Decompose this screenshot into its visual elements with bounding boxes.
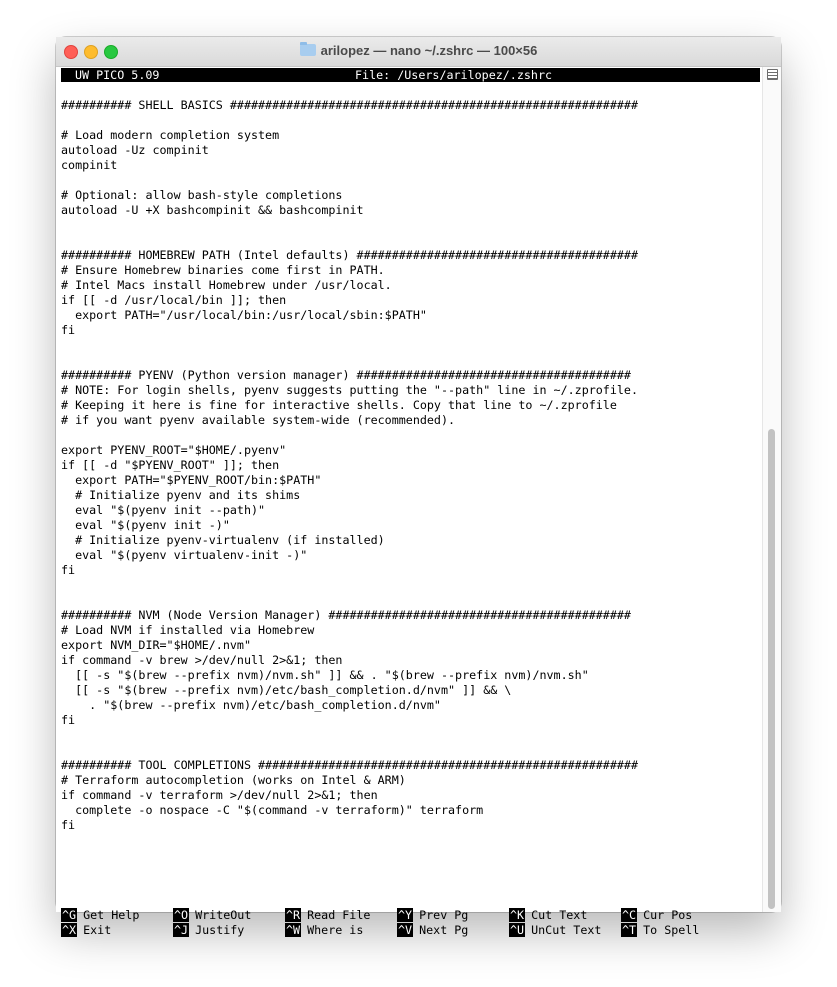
shortcut-item xyxy=(509,923,601,938)
code-line: export PYENV_ROOT="$HOME/.pyenv" xyxy=(61,443,287,457)
code-line: # Ensure Homebrew binaries come first in PATH. xyxy=(61,263,385,277)
code-line: autoload -Uz compinit xyxy=(61,143,209,157)
code-line: compinit xyxy=(61,158,118,172)
shortcut-item xyxy=(509,908,587,923)
shortcut-key: ^U xyxy=(510,923,525,937)
shortcut-item xyxy=(621,923,699,938)
window-title: arilopez — nano ~/.zshrc — 100×56 xyxy=(320,43,538,58)
terminal-window xyxy=(56,37,781,937)
shortcut-item xyxy=(173,908,251,923)
code-line: ########## TOOL COMPLETIONS ###################################################### xyxy=(61,758,638,772)
shortcut-label: Justify xyxy=(195,923,245,937)
code-line: ########## PYENV (Python version manager) ####################################### xyxy=(61,368,631,382)
shortcut-key: ^C xyxy=(622,908,637,922)
shortcut-item xyxy=(61,923,111,938)
code-line: fi xyxy=(61,818,76,832)
code-line: if [[ -d /usr/local/bin ]]; then xyxy=(61,293,287,307)
nano-file-name: File: /Users/arilopez/.zshrc xyxy=(355,68,553,82)
terminal-content[interactable] xyxy=(56,67,763,937)
scroll-menu-icon[interactable] xyxy=(767,69,778,80)
shortcut-item xyxy=(285,908,370,923)
code-line: export PATH="/usr/local/bin:/usr/local/sbin:$PATH" xyxy=(61,308,427,322)
code-line: complete -o nospace -C "$(command -v terraform)" terraform xyxy=(61,803,484,817)
code-line: [[ -s "$(brew --prefix nvm)/etc/bash_completion.d/nvm" ]] && \ xyxy=(61,683,512,697)
nano-header-bar xyxy=(61,68,760,82)
file-content[interactable] xyxy=(61,98,763,833)
code-line: # Terraform autocompletion (works on Intel & ARM) xyxy=(61,773,406,787)
shortcut-item xyxy=(61,908,139,923)
code-line: if command -v brew >/dev/null 2>&1; then xyxy=(61,653,343,667)
shortcut-label: Exit xyxy=(83,923,112,937)
shortcut-label: Prev Pg xyxy=(419,908,469,922)
code-line: if command -v terraform >/dev/null 2>&1; then xyxy=(61,788,378,802)
shortcut-item xyxy=(285,923,363,938)
shortcut-item xyxy=(621,908,692,923)
code-line: ########## NVM (Node Version Manager) ########################################### xyxy=(61,608,631,622)
window-title-container xyxy=(56,43,781,58)
shortcut-key: ^G xyxy=(62,908,77,922)
shortcut-key: ^V xyxy=(398,923,413,937)
shortcut-key: ^W xyxy=(286,923,301,937)
code-line: # Load modern completion system xyxy=(61,128,280,142)
shortcut-key: ^K xyxy=(510,908,525,922)
shortcut-label: Next Pg xyxy=(419,923,469,937)
code-line: if [[ -d "$PYENV_ROOT" ]]; then xyxy=(61,458,280,472)
shortcut-label: Get Help xyxy=(83,908,140,922)
shortcut-item xyxy=(397,908,468,923)
code-line: ########## SHELL BASICS ########################################################## xyxy=(61,98,638,112)
title-bar[interactable] xyxy=(56,37,781,67)
folder-icon xyxy=(300,44,316,56)
code-line: # Intel Macs install Homebrew under /usr/local. xyxy=(61,278,392,292)
code-line: eval "$(pyenv virtualenv-init -)" xyxy=(61,548,308,562)
code-line: ########## HOMEBREW PATH (Intel defaults) ######################################## xyxy=(61,248,638,262)
code-line: # Keeping it here is fine for interactive shells. Copy that line to ~/.zprofile xyxy=(61,398,617,412)
shortcut-label: WriteOut xyxy=(195,908,252,922)
nano-shortcut-bar xyxy=(61,908,763,940)
code-line: # Initialize pyenv-virtualenv (if installed) xyxy=(61,533,385,547)
shortcut-key: ^J xyxy=(174,923,189,937)
code-line: # NOTE: For login shells, pyenv suggests putting the "--path" line in ~/.zprofile. xyxy=(61,383,638,397)
shortcut-label: Cur Pos xyxy=(643,908,693,922)
scrollbar-thumb[interactable] xyxy=(768,429,775,909)
code-line: export PATH="$PYENV_ROOT/bin:$PATH" xyxy=(61,473,322,487)
code-line: [[ -s "$(brew --prefix nvm)/nvm.sh" ]] && . "$(brew --prefix nvm)/nvm.sh" xyxy=(61,668,589,682)
shortcut-label: Read File xyxy=(307,908,371,922)
shortcut-label: To Spell xyxy=(643,923,700,937)
code-line: fi xyxy=(61,323,76,337)
code-line: export NVM_DIR="$HOME/.nvm" xyxy=(61,638,251,652)
shortcut-key: ^R xyxy=(286,908,301,922)
nano-app-name: UW PICO 5.09 xyxy=(75,68,160,82)
vertical-scrollbar[interactable] xyxy=(762,67,781,912)
shortcut-item xyxy=(397,923,468,938)
code-line: autoload -U +X bashcompinit && bashcompinit xyxy=(61,203,364,217)
shortcut-label: Cut Text xyxy=(531,908,588,922)
shortcut-key: ^X xyxy=(62,923,77,937)
shortcut-label: Where is xyxy=(307,923,364,937)
shortcut-key: ^T xyxy=(622,923,637,937)
shortcut-label: UnCut Text xyxy=(531,923,602,937)
code-line: fi xyxy=(61,563,76,577)
code-line: eval "$(pyenv init -)" xyxy=(61,518,230,532)
shortcut-key: ^O xyxy=(174,908,189,922)
code-line: # Initialize pyenv and its shims xyxy=(61,488,301,502)
shortcut-item xyxy=(173,923,244,938)
code-line: # if you want pyenv available system-wide (recommended). xyxy=(61,413,456,427)
code-line: # Load NVM if installed via Homebrew xyxy=(61,623,315,637)
code-line: . "$(brew --prefix nvm)/etc/bash_completion.d/nvm" xyxy=(61,698,441,712)
code-line: fi xyxy=(61,713,76,727)
code-line: # Optional: allow bash-style completions xyxy=(61,188,343,202)
code-line: eval "$(pyenv init --path)" xyxy=(61,503,266,517)
shortcut-key: ^Y xyxy=(398,908,413,922)
